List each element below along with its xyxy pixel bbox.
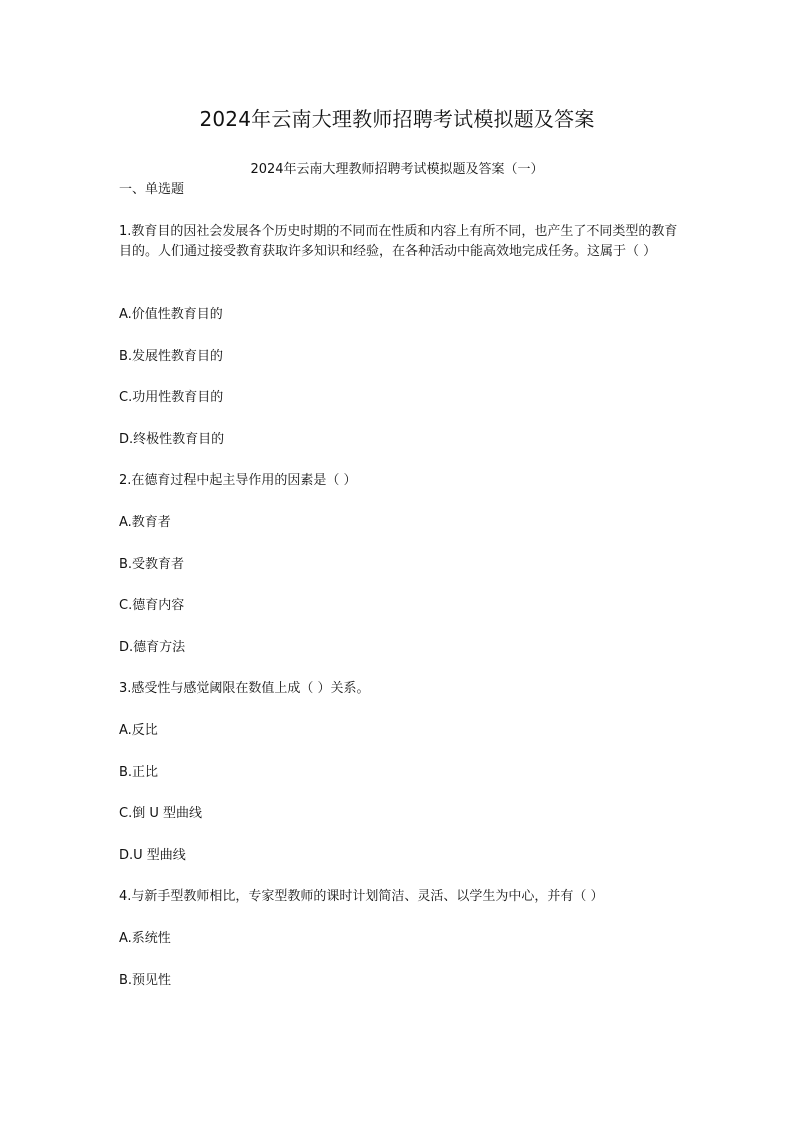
section-heading: 一、单选题 xyxy=(119,182,185,197)
question-3-option-a: A.反比 xyxy=(119,723,158,738)
question-2-option-b: B.受教育者 xyxy=(119,557,185,572)
question-2-stem: 2.在德育过程中起主导作用的因素是（ ） xyxy=(119,473,357,488)
question-4-stem: 4.与新手型教师相比，专家型教师的课时计划简洁、灵活、以学生为中心，并有（ ） xyxy=(119,889,604,904)
question-3-option-c: C.倒 U 型曲线 xyxy=(119,806,202,821)
question-1-option-d: D.终极性教育目的 xyxy=(119,432,225,447)
question-4-option-a: A.系统性 xyxy=(119,931,171,946)
question-2-option-c: C.德育内容 xyxy=(119,598,185,613)
question-3-option-b: B.正比 xyxy=(119,765,159,780)
question-4-option-b: B.预见性 xyxy=(119,973,172,988)
question-1-stem: 1.教育目的因社会发展各个历史时期的不同而在性质和内容上有所不同，也产生了不同类型的教育目的。人们通过接受教育获取许多知识和经验，在各种活动中能高效地完成任务。这属于（ ） xyxy=(119,224,678,259)
question-1-option-a: A.价值性教育目的 xyxy=(119,307,223,322)
question-3-stem: 3.感受性与感觉阈限在数值上成（ ）关系。 xyxy=(119,681,370,696)
question-1-option-b: B.发展性教育目的 xyxy=(119,349,224,364)
question-2-option-a: A.教育者 xyxy=(119,515,171,530)
document-subtitle: 2024年云南大理教师招聘考试模拟题及答案（一） xyxy=(250,162,544,177)
question-2-option-d: D.德育方法 xyxy=(119,640,186,655)
question-3-option-d: D.U 型曲线 xyxy=(119,848,186,863)
question-1-option-c: C.功用性教育目的 xyxy=(119,390,224,405)
document-title: 2024年云南大理教师招聘考试模拟题及答案 xyxy=(199,107,595,131)
